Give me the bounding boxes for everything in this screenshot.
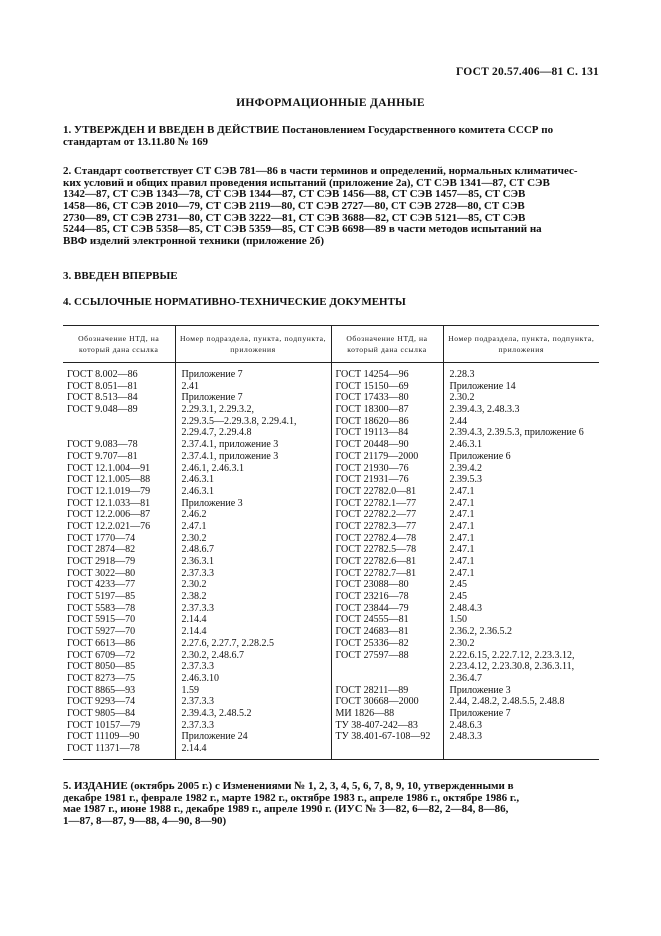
section-number-cell: 1.50 bbox=[449, 614, 467, 626]
section-number-cell: 2.46.2 bbox=[181, 509, 207, 521]
page-header: ГОСТ 20.57.406—81 С. 131 bbox=[456, 66, 599, 78]
section-number-cell: Приложение 7 bbox=[181, 392, 243, 404]
section-2-line: 2730—89, СТ СЭВ 2731—80, СТ СЭВ 3222—81, СТ СЭВ 3688—82, СТ СЭВ 5121—85, СТ СЭВ bbox=[63, 211, 526, 224]
ntd-designation-cell: ГОСТ 24683—81 bbox=[335, 626, 409, 638]
section-number-cell: 2.47.1 bbox=[449, 532, 475, 544]
section-number-cell: 2.46.1, 2.46.3.1 bbox=[181, 462, 244, 474]
ntd-designation-cell: ГОСТ 22782.7—81 bbox=[335, 567, 417, 579]
ntd-designation-cell: ГОСТ 23216—78 bbox=[335, 591, 409, 603]
header-ntd-designation: Обозначение НТД, на который дана ссылка bbox=[331, 326, 443, 363]
section-number-cell: 2.37.3.3 bbox=[181, 602, 214, 614]
section-number-cell: Приложение 14 bbox=[449, 380, 516, 392]
section-number-cell: Приложение 6 bbox=[449, 450, 511, 462]
section-number-cell: 2.30.2 bbox=[449, 637, 475, 649]
section-number-cell: 2.27.6, 2.27.7, 2.28.2.5 bbox=[181, 637, 274, 649]
section-number-cell: 2.37.4.1, приложение 3 bbox=[181, 450, 279, 462]
ntd-designation-cell: ГОСТ 14254—96 bbox=[335, 369, 409, 380]
ntd-designation-cell: ГОСТ 24555—81 bbox=[335, 614, 409, 626]
ntd-designation-cell: ГОСТ 30668—2000 bbox=[335, 696, 419, 708]
section-number-cell: 2.30.2 bbox=[449, 392, 475, 404]
section-number-cell: 2.39.5.3 bbox=[449, 474, 482, 486]
ntd-designation-cell: ТУ 38-407-242—83 bbox=[335, 719, 418, 731]
section-number-cell: 2.39.4.3, 2.48.5.2 bbox=[181, 707, 252, 719]
section-number-cell: 2.37.3.3 bbox=[181, 719, 214, 731]
header-section-number: Номер подраздела, пункта, подпункта, приложения bbox=[175, 326, 331, 363]
section-number-cell: 2.38.2 bbox=[181, 591, 207, 603]
section-number-cell: 2.48.3.3 bbox=[449, 731, 482, 743]
section-number-cell: 2.36.2, 2.36.5.2 bbox=[449, 626, 512, 638]
ntd-designation-cell: ГОСТ 23844—79 bbox=[335, 602, 409, 614]
section-3 bbox=[63, 271, 599, 283]
table-header-row bbox=[63, 326, 599, 363]
ntd-designation-cell: ГОСТ 20448—90 bbox=[335, 439, 409, 451]
ntd-designation-cell: ГОСТ 8.513—84 bbox=[67, 392, 138, 404]
section-number-cell: 2.14.4 bbox=[181, 743, 207, 754]
section-number-cell: 2.22.6.15, 2.22.7.12, 2.23.3.12, bbox=[449, 649, 575, 661]
section-number-cell: 2.29.3.1, 2.29.3.2, bbox=[181, 404, 254, 416]
section-number-cell: Приложение 24 bbox=[181, 731, 248, 743]
section-number-cell: 2.36.3.1 bbox=[181, 556, 214, 567]
section-5-line: декабре 1981 г., феврале 1982 г., марте 1982 г., октябре 1983 г., апреле 1986 г., октябре 1986 г., bbox=[63, 791, 520, 804]
ntd-designation-cell: ГОСТ 12.1.005—88 bbox=[67, 474, 151, 486]
section-number-cell: 2.45 bbox=[449, 579, 467, 591]
ntd-designation-cell: ГОСТ 12.2.006—87 bbox=[67, 509, 151, 521]
ntd-designation-cell: ГОСТ 11371—78 bbox=[67, 743, 140, 754]
ntd-designation-cell bbox=[63, 416, 175, 428]
section-number-cell: 2.39.4.2 bbox=[449, 462, 482, 474]
ntd-designation-cell: ГОСТ 2874—82 bbox=[67, 544, 136, 556]
section-number-cell: Приложение 7 bbox=[449, 707, 511, 719]
section-number-cell: 2.44, 2.48.2, 2.48.5.5, 2.48.8 bbox=[449, 696, 565, 708]
ntd-designation-cell: ГОСТ 12.2.021—76 bbox=[67, 520, 151, 532]
ntd-designation-cell: ГОСТ 8.051—81 bbox=[67, 380, 138, 392]
right-ntd-column bbox=[331, 363, 443, 760]
ntd-designation-cell: ГОСТ 5915—70 bbox=[67, 614, 136, 626]
section-number-cell: 2.47.1 bbox=[449, 497, 475, 509]
section-2-line: 1342—87, СТ СЭВ 1343—78, СТ СЭВ 1344—87, СТ СЭВ 1456—88, СТ СЭВ 1457—85, СТ СЭВ bbox=[63, 188, 526, 201]
section-2-line: 2. Стандарт соответствует СТ СЭВ 781—86 в части терминов и определений, нормальных климатичес- bbox=[63, 165, 578, 177]
section-number-cell: 2.30.2, 2.48.6.7 bbox=[181, 649, 244, 661]
section-number-cell: 2.14.4 bbox=[181, 626, 207, 638]
section-number-cell: 2.23.4.12, 2.23.30.8, 2.36.3.11, bbox=[449, 661, 575, 673]
ntd-designation-cell: ГОСТ 8273—75 bbox=[67, 672, 136, 684]
ntd-designation-cell: ГОСТ 6613—86 bbox=[67, 637, 136, 649]
ntd-designation-cell: ГОСТ 22782.6—81 bbox=[335, 556, 417, 567]
ntd-designation-cell: ГОСТ 18300—87 bbox=[335, 404, 409, 416]
ntd-designation-cell: ГОСТ 1770—74 bbox=[67, 532, 136, 544]
ntd-designation-cell bbox=[332, 661, 443, 673]
section-1 bbox=[63, 125, 599, 148]
ntd-designation-cell: ГОСТ 22782.2—77 bbox=[335, 509, 417, 521]
section-number-cell: 2.48.6.7 bbox=[181, 544, 214, 556]
section-2 bbox=[63, 166, 599, 248]
ntd-designation-cell: ГОСТ 22782.0—81 bbox=[335, 485, 417, 497]
right-section-column bbox=[443, 363, 599, 760]
section-number-cell: 2.48.4.3 bbox=[449, 602, 482, 614]
ntd-designation-cell: ГОСТ 22782.3—77 bbox=[335, 520, 417, 532]
section-number-cell: 2.46.3.10 bbox=[181, 672, 219, 684]
references-table bbox=[63, 325, 599, 760]
section-number-cell: Приложение 7 bbox=[181, 369, 243, 380]
section-5 bbox=[63, 781, 599, 828]
ntd-designation-cell: ГОСТ 22782.1—77 bbox=[335, 497, 417, 509]
section-number-cell: 2.37.3.3 bbox=[181, 661, 214, 673]
ntd-designation-cell: ГОСТ 19113—84 bbox=[335, 427, 409, 439]
ntd-designation-cell: ГОСТ 22782.5—78 bbox=[335, 544, 417, 556]
ntd-designation-cell: ГОСТ 11109—90 bbox=[67, 731, 140, 743]
section-number-cell: 2.29.4.7, 2.29.4.8 bbox=[181, 427, 252, 439]
ntd-designation-cell: ГОСТ 12.1.033—81 bbox=[67, 497, 151, 509]
ntd-designation-cell: ГОСТ 21179—2000 bbox=[335, 450, 419, 462]
section-2-line: 5244—85, СТ СЭВ 5358—85, СТ СЭВ 5359—85, СТ СЭВ 6698—89 в части методов испытаний на bbox=[63, 223, 542, 236]
section-number-cell: 2.37.4.1, приложение 3 bbox=[181, 439, 279, 451]
ntd-designation-cell bbox=[332, 673, 443, 685]
ntd-designation-cell: ГОСТ 4233—77 bbox=[67, 579, 136, 591]
ntd-designation-cell: МИ 1826—88 bbox=[335, 707, 395, 719]
section-1-line: стандартам от 13.11.80 № 169 bbox=[63, 135, 209, 148]
ntd-designation-cell: ГОСТ 5197—85 bbox=[67, 591, 136, 603]
ntd-designation-cell: ГОСТ 12.1.019—79 bbox=[67, 485, 151, 497]
ntd-designation-cell: ГОСТ 25336—82 bbox=[335, 637, 409, 649]
left-ntd-column bbox=[63, 363, 175, 760]
section-4 bbox=[63, 297, 599, 309]
ntd-designation-cell: ГОСТ 9293—74 bbox=[67, 696, 136, 708]
section-3-line: 3. ВВЕДЕН ВПЕРВЫЕ bbox=[63, 270, 178, 282]
section-number-cell: 2.47.1 bbox=[449, 567, 475, 579]
section-number-cell: 2.47.1 bbox=[181, 520, 207, 532]
ntd-designation-cell: ГОСТ 9.707—81 bbox=[67, 450, 138, 462]
ntd-designation-cell: ГОСТ 3022—80 bbox=[67, 567, 136, 579]
section-1-line: 1. УТВЕРЖДЕН И ВВЕДЕН В ДЕЙСТВИЕ Постановлением Государственного комитета СССР по bbox=[63, 124, 554, 136]
ntd-designation-cell: ГОСТ 5927—70 bbox=[67, 626, 136, 638]
header-ntd-designation: Обозначение НТД, на который дана ссылка bbox=[63, 326, 175, 363]
ntd-designation-cell: ГОСТ 5583—78 bbox=[67, 602, 136, 614]
section-number-cell: 2.14.4 bbox=[181, 614, 207, 626]
section-number-cell: 2.48.6.3 bbox=[449, 719, 482, 731]
ntd-designation-cell: ГОСТ 18620—86 bbox=[335, 415, 409, 427]
ntd-designation-cell: ГОСТ 9.048—89 bbox=[67, 404, 138, 416]
ntd-designation-cell: ГОСТ 6709—72 bbox=[67, 649, 136, 661]
ntd-designation-cell: ТУ 38.401-67-108—92 bbox=[335, 731, 431, 743]
section-number-cell: 2.46.3.1 bbox=[181, 474, 214, 486]
section-5-line: 5. ИЗДАНИЕ (октябрь 2005 г.) с Изменениями № 1, 2, 3, 4, 5, 6, 7, 8, 9, 10, утвержденными в bbox=[63, 780, 514, 792]
ntd-designation-cell: ГОСТ 28211—89 bbox=[335, 684, 409, 696]
ntd-designation-cell: ГОСТ 8050—85 bbox=[67, 661, 136, 673]
ntd-designation-cell: ГОСТ 10157—79 bbox=[67, 719, 141, 731]
section-number-cell: 2.46.3.1 bbox=[449, 439, 482, 451]
section-number-cell: 2.28.3 bbox=[449, 369, 475, 380]
ntd-designation-cell: ГОСТ 2918—79 bbox=[67, 556, 136, 567]
ntd-designation-cell: ГОСТ 9805—84 bbox=[67, 707, 136, 719]
section-2-line: ких условий и общих правил проведения испытаний (приложение 2а), СТ СЭВ 1341—87, СТ СЭВ bbox=[63, 176, 550, 189]
ntd-designation-cell: ГОСТ 21931—76 bbox=[335, 474, 409, 486]
ntd-designation-cell: ГОСТ 23088—80 bbox=[335, 579, 409, 591]
page-title: ИНФОРМАЦИОННЫЕ ДАННЫЕ bbox=[236, 97, 425, 109]
section-number-cell: 2.47.1 bbox=[449, 556, 475, 567]
section-2-line: 1458—86, СТ СЭВ 2010—79, СТ СЭВ 2119—80, СТ СЭВ 2727—80, СТ СЭВ 2728—80, СТ СЭВ bbox=[63, 200, 525, 213]
ntd-designation-cell: ГОСТ 22782.4—78 bbox=[335, 532, 417, 544]
ntd-designation-cell: ГОСТ 8865—93 bbox=[67, 684, 136, 696]
section-number-cell: 2.29.3.5—2.29.3.8, 2.29.4.1, bbox=[181, 415, 297, 427]
section-number-cell: 2.30.2 bbox=[181, 532, 207, 544]
section-number-cell: 2.36.4.7 bbox=[449, 672, 482, 684]
section-number-cell: 2.41 bbox=[181, 380, 199, 392]
ntd-designation-cell: ГОСТ 17433—80 bbox=[335, 392, 409, 404]
section-number-cell: Приложение 3 bbox=[449, 684, 511, 696]
section-number-cell: 2.39.4.3, 2.39.5.3, приложение 6 bbox=[449, 427, 584, 439]
ntd-designation-cell: ГОСТ 12.1.004—91 bbox=[67, 462, 151, 474]
ntd-designation-cell: ГОСТ 8.002—86 bbox=[67, 369, 138, 380]
left-section-column bbox=[175, 363, 331, 760]
section-number-cell: 2.47.1 bbox=[449, 544, 475, 556]
ntd-designation-cell: ГОСТ 27597—88 bbox=[335, 649, 409, 661]
section-number-cell: 2.30.2 bbox=[181, 579, 207, 591]
ntd-designation-cell: ГОСТ 15150—69 bbox=[335, 380, 409, 392]
section-5-line: мае 1987 г., июне 1988 г., декабре 1989 г., апреле 1990 г. (ИУС № 3—82, 6—82, 2—84, 8—86, bbox=[63, 803, 509, 816]
section-number-cell: 2.37.3.3 bbox=[181, 567, 214, 579]
section-number-cell: Приложение 3 bbox=[181, 497, 243, 509]
section-number-cell: 2.44 bbox=[449, 415, 467, 427]
section-number-cell: 2.46.3.1 bbox=[181, 485, 214, 497]
section-2-line: ВВФ изделий электронной техники (приложение 2б) bbox=[63, 235, 325, 248]
section-number-cell: 1.59 bbox=[181, 684, 199, 696]
section-number-cell: 2.47.1 bbox=[449, 520, 475, 532]
ntd-designation-cell bbox=[63, 427, 175, 439]
header-section-number: Номер подраздела, пункта, подпункта, приложения bbox=[443, 326, 599, 363]
section-number-cell: 2.45 bbox=[449, 591, 467, 603]
section-number-cell: 2.37.3.3 bbox=[181, 696, 214, 708]
section-4-line: 4. ССЫЛОЧНЫЕ НОРМАТИВНО-ТЕХНИЧЕСКИЕ ДОКУМЕНТЫ bbox=[63, 296, 406, 308]
section-number-cell: 2.39.4.3, 2.48.3.3 bbox=[449, 404, 520, 416]
section-number-cell: 2.47.1 bbox=[449, 485, 475, 497]
section-5-line: 1—87, 8—87, 9—88, 4—90, 8—90) bbox=[63, 815, 227, 828]
ntd-designation-cell: ГОСТ 9.083—78 bbox=[67, 439, 138, 451]
section-number-cell: 2.47.1 bbox=[449, 509, 475, 521]
ntd-designation-cell: ГОСТ 21930—76 bbox=[335, 462, 409, 474]
